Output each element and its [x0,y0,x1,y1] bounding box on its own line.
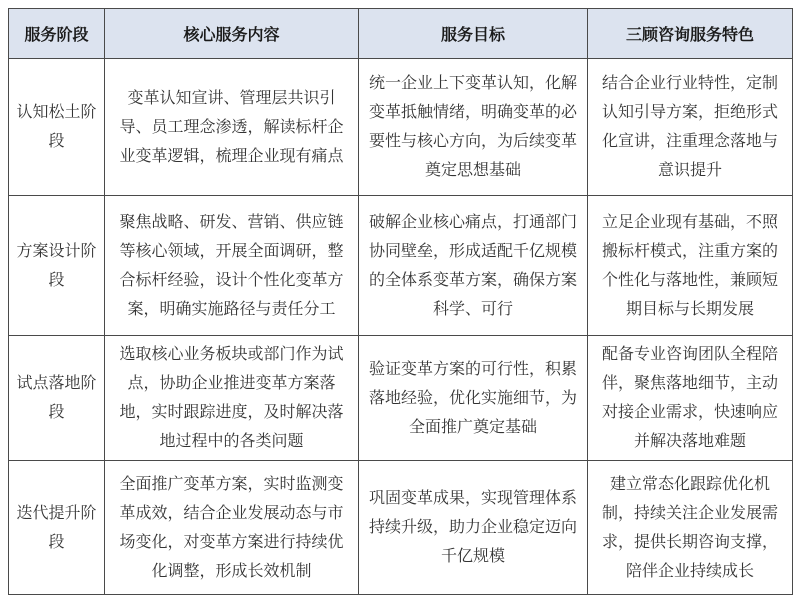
header-cell-content: 核心服务内容 [105,9,359,59]
cell-content: 聚焦战略、研发、营销、供应链等核心领域，开展全面调研，整合标杆经验，设计个性化变革方案，明确实施路径与责任分工 [105,196,359,336]
table-row [9,196,793,336]
cell-feature: 配备专业咨询团队全程陪伴，聚焦落地细节，主动对接企业需求，快速响应并解决落地难题 [588,336,793,461]
cell-feature: 建立常态化跟踪优化机制，持续关注企业发展需求，提供长期咨询支撑，陪伴企业持续成长 [588,461,793,595]
service-stages-table-container [8,8,792,595]
cell-stage: 迭代提升阶段 [9,461,105,595]
header-cell-feature: 三顾咨询服务特色 [588,9,793,59]
cell-stage: 方案设计阶段 [9,196,105,336]
cell-feature: 结合企业行业特性，定制认知引导方案，拒绝形式化宣讲，注重理念落地与意识提升 [588,59,793,196]
cell-goal: 破解企业核心痛点，打通部门协同壁垒，形成适配千亿规模的全体系变革方案，确保方案科学、可行 [359,196,588,336]
table-header-row [9,9,793,59]
cell-stage: 试点落地阶段 [9,336,105,461]
table-row [9,336,793,461]
table-row [9,461,793,595]
cell-goal: 统一企业上下变革认知，化解变革抵触情绪，明确变革的必要性与核心方向，为后续变革奠定思想基础 [359,59,588,196]
header-cell-goal: 服务目标 [359,9,588,59]
table-row [9,59,793,196]
cell-feature: 立足企业现有基础，不照搬标杆模式，注重方案的个性化与落地性，兼顾短期目标与长期发展 [588,196,793,336]
service-stages-table [8,8,793,595]
cell-stage: 认知松土阶段 [9,59,105,196]
cell-content: 选取核心业务板块或部门作为试点，协助企业推进变革方案落地，实时跟踪进度，及时解决落地过程中的各类问题 [105,336,359,461]
header-cell-stage: 服务阶段 [9,9,105,59]
cell-content: 全面推广变革方案，实时监测变革成效，结合企业发展动态与市场变化，对变革方案进行持续优化调整，形成长效机制 [105,461,359,595]
cell-goal: 验证变革方案的可行性，积累落地经验，优化实施细节，为全面推广奠定基础 [359,336,588,461]
cell-goal: 巩固变革成果，实现管理体系持续升级，助力企业稳定迈向千亿规模 [359,461,588,595]
cell-content: 变革认知宣讲、管理层共识引导、员工理念渗透，解读标杆企业变革逻辑，梳理企业现有痛点 [105,59,359,196]
